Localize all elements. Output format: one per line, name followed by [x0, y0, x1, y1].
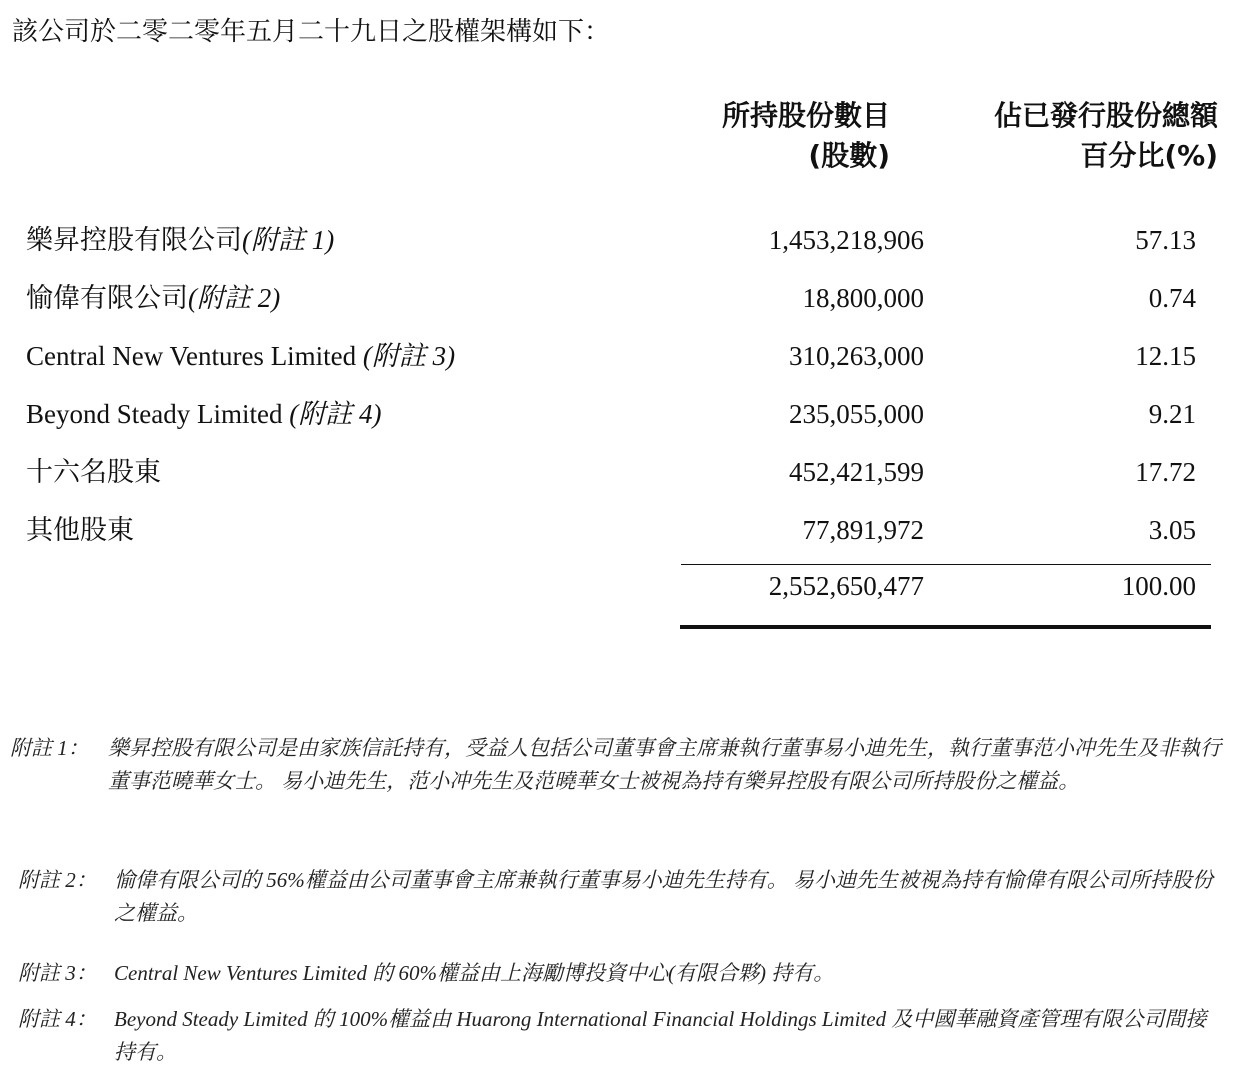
footnote-text: Beyond Steady Limited 的 100%權益由 Huarong International Financial Holdings Limited 及中國華融資產管理有限公司間接持有。: [114, 1007, 1207, 1064]
shares-held: 77,891,972: [802, 515, 924, 545]
shareholding-percentage: 12.15: [1135, 341, 1196, 371]
total-percentage: 100.00: [1121, 571, 1196, 601]
footnote-2: [18, 864, 1226, 930]
footnote-label: 附註 4：: [18, 1007, 97, 1031]
shares-header-line2: (股數): [808, 139, 890, 172]
footnote-1: [10, 732, 1226, 832]
table-row: [0, 443, 1236, 501]
table-row: [0, 385, 1236, 443]
note-ref: (附註 2): [188, 283, 281, 313]
shares-held: 310,263,000: [789, 341, 924, 371]
shares-held: 1,453,218,906: [768, 225, 924, 255]
total-shares: 2,552,650,477: [768, 571, 924, 601]
footnote-text: 樂昇控股有限公司是由家族信託持有，受益人包括公司董事會主席兼執行董事易小迪先生，執行董事范小冲先生及非執行董事范曉華女士。 易小迪先生，范小冲先生及范曉華女士被視為持有樂昇控股有限公司所持股份之權益。: [108, 736, 1221, 793]
footnote-label: 附註 1：: [10, 736, 89, 760]
shares-held: 18,800,000: [802, 283, 924, 313]
footnote-label: 附註 3：: [18, 961, 97, 985]
shareholding-percentage: 17.72: [1135, 457, 1196, 487]
shares-column-header: [722, 96, 890, 176]
percentage-column-header: [994, 96, 1218, 176]
shareholder-name: Beyond Steady Limited (附註 4): [26, 399, 382, 429]
note-ref: (附註 3): [362, 341, 456, 371]
intro-text: 該公司於二零二零年五月二十九日之股權架構如下：: [12, 17, 611, 47]
note-ref: (附註 4): [289, 399, 382, 429]
table-row: [0, 327, 1236, 385]
shareholder-name: 愉偉有限公司(附註 2): [26, 283, 281, 313]
shareholder-name: Central New Ventures Limited (附註 3): [26, 341, 456, 371]
footnote-text: Central New Ventures Limited 的 60%權益由上海勵博投資中心(有限合夥) 持有。: [114, 961, 835, 985]
table-row: [0, 269, 1236, 327]
footnote-label: 附註 2：: [18, 868, 97, 892]
pct-header-line2: 百分比(%): [1080, 139, 1218, 172]
footnote-3: [18, 957, 1226, 990]
shares-held: 235,055,000: [789, 399, 924, 429]
shareholding-percentage: 3.05: [1148, 515, 1196, 545]
shareholding-percentage: 57.13: [1135, 225, 1196, 255]
shareholding-percentage: 9.21: [1148, 399, 1196, 429]
table-row: [0, 211, 1236, 269]
shareholder-name: 十六名股東: [26, 457, 161, 487]
note-ref: (附註 1): [242, 225, 335, 255]
total-double-rule: [680, 625, 1211, 629]
shareholding-percentage: 0.74: [1148, 283, 1196, 313]
footnote-text: 愉偉有限公司的 56%權益由公司董事會主席兼執行董事易小迪先生持有。 易小迪先生被視為持有愉偉有限公司所持股份之權益。: [114, 868, 1213, 925]
shares-header-line1: 所持股份數目: [721, 99, 890, 132]
table-row: [0, 501, 1236, 559]
shares-held: 452,421,599: [789, 457, 924, 487]
shareholder-name: 樂昇控股有限公司(附註 1): [26, 225, 335, 255]
shareholder-name: 其他股東: [26, 515, 134, 545]
pct-header-line1: 佔已發行股份總額: [993, 99, 1218, 132]
footnote-4: [18, 1003, 1226, 1069]
total-row: [0, 557, 1236, 615]
